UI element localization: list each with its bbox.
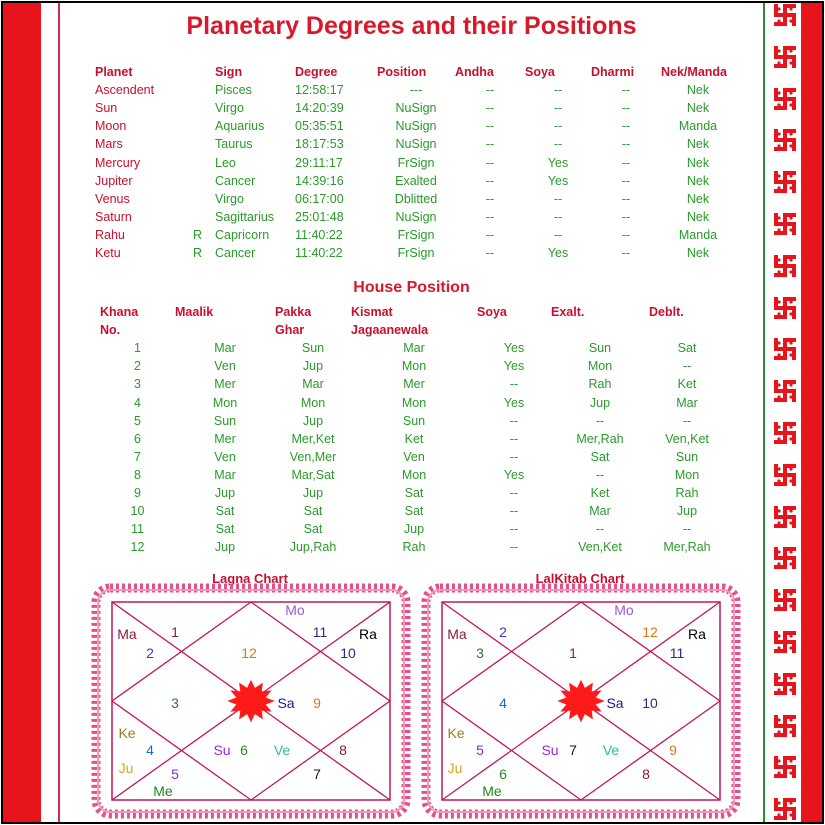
soya: --: [509, 449, 519, 464]
khana-no: 12: [130, 540, 145, 555]
kismat-jagaanewala: Ven: [403, 449, 425, 464]
chart-label: Sa: [606, 695, 624, 711]
exalt: Rah: [588, 377, 612, 392]
planet-name: Mars: [95, 137, 123, 152]
col-kismat-line2: Jagaanewala: [351, 323, 429, 338]
col-khana: Khana: [100, 305, 139, 320]
maalik: Jup: [214, 485, 236, 500]
khana-no: 4: [134, 395, 141, 410]
andha: --: [485, 101, 495, 116]
col-pakka: Pakka: [275, 305, 312, 320]
soya: --: [509, 540, 519, 555]
nek-manda: Nek: [686, 209, 710, 224]
col-khana-line2: No.: [100, 323, 121, 338]
chart-label: Ra: [359, 626, 377, 642]
kismat-jagaanewala: Sat: [404, 485, 424, 500]
soya: --: [553, 137, 563, 152]
khana-no: 8: [134, 467, 141, 482]
deblt: Ven,Ket: [665, 431, 709, 446]
planet-name: Jupiter: [95, 173, 133, 188]
planet-name: Ascendent: [95, 83, 155, 98]
maalik: Mer: [214, 377, 236, 392]
nek-manda: Nek: [686, 101, 710, 116]
kismat-jagaanewala: Rah: [402, 540, 426, 555]
maalik: Mar: [214, 341, 236, 356]
col-maalik: Maalik: [175, 305, 214, 320]
col-soya: Soya: [525, 65, 555, 80]
planet-name: Sun: [95, 101, 118, 116]
position: FrSign: [397, 245, 435, 260]
andha: --: [485, 227, 495, 242]
sign: Leo: [215, 155, 236, 170]
col-exalt: Exalt.: [551, 305, 585, 320]
soya: --: [509, 431, 519, 446]
dharmi: --: [621, 173, 631, 188]
chart-label: 11: [312, 624, 328, 640]
chart-label: Ju: [118, 760, 134, 776]
khana-no: 2: [134, 359, 141, 374]
page-title: Planetary Degrees and their Positions: [186, 12, 637, 40]
nek-manda: Nek: [686, 83, 710, 98]
kismat-jagaanewala: Mon: [401, 395, 427, 410]
kismat-jagaanewala: Ket: [404, 431, 424, 446]
position: FrSign: [397, 227, 435, 242]
maalik: Sun: [213, 413, 237, 428]
dharmi: --: [621, 209, 631, 224]
soya: --: [553, 209, 563, 224]
chart-label: 6: [240, 742, 248, 758]
pakka-ghar: Sat: [303, 504, 323, 519]
nek-manda: Manda: [678, 227, 718, 242]
khana-no: 6: [134, 431, 141, 446]
chart-label: 12: [241, 645, 257, 661]
sign: Virgo: [215, 101, 244, 116]
kismat-jagaanewala: Jup: [403, 522, 425, 537]
nek-manda: Manda: [678, 119, 718, 134]
dharmi: --: [621, 119, 631, 134]
chart-label: 10: [642, 695, 658, 711]
soya: Yes: [503, 395, 525, 410]
soya: --: [509, 504, 519, 519]
degree: 29:11:17: [295, 155, 343, 170]
soya: Yes: [503, 359, 525, 374]
exalt: --: [595, 467, 605, 482]
deblt: Ket: [677, 377, 697, 392]
col-soya: Soya: [477, 305, 507, 320]
pakka-ghar: Mon: [300, 395, 326, 410]
chart-label: Su: [541, 742, 559, 758]
exalt: Jup: [589, 395, 611, 410]
chart-label: Ra: [688, 626, 706, 642]
maalik: Mon: [212, 395, 238, 410]
chart-label: 10: [340, 645, 356, 661]
soya: --: [553, 83, 563, 98]
kismat-jagaanewala: Sat: [404, 504, 424, 519]
chart-label: 7: [313, 766, 321, 782]
deblt: Rah: [675, 485, 699, 500]
deblt: --: [682, 522, 692, 537]
chart-label: 4: [146, 742, 154, 758]
chart-label: 8: [642, 766, 650, 782]
deblt: Sun: [675, 449, 699, 464]
lalkitab-chart: [426, 588, 736, 814]
deblt: Jup: [676, 504, 698, 519]
kismat-jagaanewala: Mer: [403, 377, 425, 392]
dharmi: --: [621, 137, 631, 152]
dharmi: --: [621, 245, 631, 260]
soya: --: [509, 377, 519, 392]
dharmi: --: [621, 227, 631, 242]
khana-no: 5: [134, 413, 141, 428]
maalik: Mar: [214, 467, 236, 482]
chart-label: 5: [171, 766, 179, 782]
col-kismat: Kismat: [351, 305, 393, 320]
chart-label: 5: [476, 742, 484, 758]
position: FrSign: [397, 155, 435, 170]
pakka-ghar: Jup: [302, 359, 324, 374]
chart-label: Ju: [447, 760, 463, 776]
position: NuSign: [395, 119, 437, 134]
maalik: Sat: [215, 504, 235, 519]
pakka-ghar: Mar,Sat: [291, 467, 335, 482]
chart-label: Ma: [117, 626, 137, 642]
deblt: Sat: [677, 341, 697, 356]
maalik: Mer: [214, 431, 236, 446]
kismat-jagaanewala: Sun: [402, 413, 426, 428]
khana-no: 3: [134, 377, 141, 392]
col-degree: Degree: [295, 65, 338, 80]
soya: Yes: [547, 173, 569, 188]
chart-label: Ke: [447, 725, 465, 741]
kismat-jagaanewala: Mon: [401, 467, 427, 482]
exalt: --: [595, 413, 605, 428]
andha: --: [485, 137, 495, 152]
degree: 05:35:51: [295, 119, 344, 134]
retro-flag: R: [193, 245, 203, 260]
maalik: Ven: [214, 449, 236, 464]
degree: 14:20:39: [295, 101, 344, 116]
col-sign: Sign: [215, 65, 243, 80]
soya: --: [553, 119, 563, 134]
degree: 14:39:16: [295, 173, 344, 188]
position: NuSign: [395, 101, 437, 116]
degree: 11:40:22: [295, 245, 343, 260]
exalt: Mon: [587, 359, 613, 374]
planet-name: Venus: [95, 191, 130, 206]
pakka-ghar: Mer,Ket: [291, 431, 335, 446]
andha: --: [485, 83, 495, 98]
chart-label: Su: [213, 742, 231, 758]
retro-flag: R: [193, 227, 203, 242]
chart-label: 12: [642, 624, 658, 640]
chart-label: 6: [499, 766, 507, 782]
sign: Aquarius: [215, 119, 265, 134]
pakka-ghar: Jup: [302, 413, 324, 428]
soya: --: [509, 485, 519, 500]
planet-name: Ketu: [95, 245, 121, 260]
chart-label: Me: [153, 783, 173, 799]
deblt: Mon: [674, 467, 700, 482]
soya: Yes: [547, 155, 569, 170]
exalt: Ket: [590, 485, 610, 500]
andha: --: [485, 209, 495, 224]
chart-label: Sa: [277, 695, 295, 711]
andha: --: [485, 155, 495, 170]
chart-label: 3: [171, 695, 179, 711]
khana-no: 1: [134, 341, 141, 356]
col-pakka-line2: Ghar: [275, 323, 305, 338]
kismat-jagaanewala: Mon: [401, 359, 427, 374]
chart-label: Mo: [614, 602, 634, 618]
degree: 25:01:48: [295, 209, 344, 224]
exalt: Ven,Ket: [578, 540, 622, 555]
lagna-chart-title: Lagna Chart: [212, 571, 288, 586]
chart-label: 1: [569, 645, 577, 661]
khana-no: 10: [130, 504, 145, 519]
house-position-title: House Position: [353, 279, 470, 296]
chart-label: 9: [313, 695, 321, 711]
col-planet: Planet: [95, 65, 133, 80]
chart-label: Ve: [273, 742, 291, 758]
chart-label: 7: [569, 742, 577, 758]
position: ---: [409, 83, 423, 98]
maalik: Jup: [214, 540, 236, 555]
chart-label: Mo: [285, 602, 305, 618]
chart-label: 2: [146, 645, 154, 661]
soya: --: [553, 227, 563, 242]
lalkitab-chart-title: LalKitab Chart: [535, 571, 625, 586]
degree: 11:40:22: [295, 227, 343, 242]
col-position: Position: [377, 65, 427, 80]
deblt: --: [682, 413, 692, 428]
andha: --: [485, 245, 495, 260]
nek-manda: Nek: [686, 137, 710, 152]
planet-name: Mercury: [95, 155, 141, 170]
soya: Yes: [503, 341, 525, 356]
pakka-ghar: Mar: [302, 377, 324, 392]
exalt: Sun: [588, 341, 612, 356]
soya: --: [509, 413, 519, 428]
deblt: --: [682, 359, 692, 374]
dharmi: --: [621, 155, 631, 170]
chart-label: 2: [499, 624, 507, 640]
planet-name: Saturn: [95, 209, 132, 224]
chart-label: 4: [499, 695, 507, 711]
exalt: Mar: [589, 504, 611, 519]
chart-label: 1: [171, 624, 179, 640]
chart-label: Ma: [447, 626, 467, 642]
position: NuSign: [395, 137, 437, 152]
exalt: --: [595, 522, 605, 537]
maalik: Ven: [214, 359, 236, 374]
col-deblt: Deblt.: [649, 305, 684, 320]
nek-manda: Nek: [686, 245, 710, 260]
andha: --: [485, 191, 495, 206]
kismat-jagaanewala: Mar: [403, 341, 425, 356]
sign: Cancer: [215, 173, 256, 188]
soya: Yes: [503, 467, 525, 482]
chart-label: Me: [482, 783, 502, 799]
sign: Capricorn: [215, 227, 270, 242]
andha: --: [485, 119, 495, 134]
sign: Taurus: [215, 137, 253, 152]
exalt: Sat: [590, 449, 610, 464]
col-andha: Andha: [455, 65, 494, 80]
nek-manda: Nek: [686, 155, 710, 170]
pakka-ghar: Ven,Mer: [289, 449, 337, 464]
maalik: Sat: [215, 522, 235, 537]
exalt: Mer,Rah: [576, 431, 624, 446]
chart-label: 8: [339, 742, 347, 758]
col-nek-manda: Nek/Manda: [661, 65, 727, 80]
degree: 18:17:53: [295, 137, 344, 152]
position: Dblitted: [394, 191, 438, 206]
deblt: Mar: [676, 395, 698, 410]
pakka-ghar: Sun: [301, 341, 325, 356]
khana-no: 7: [134, 449, 141, 464]
pakka-ghar: Jup,Rah: [289, 540, 337, 555]
position: NuSign: [395, 209, 437, 224]
nek-manda: Nek: [686, 191, 710, 206]
soya: Yes: [547, 245, 569, 260]
dharmi: --: [621, 101, 631, 116]
position: Exalted: [395, 173, 437, 188]
deblt: Mer,Rah: [663, 540, 711, 555]
planet-name: Moon: [95, 119, 127, 134]
chart-label: 11: [669, 645, 685, 661]
khana-no: 11: [131, 522, 144, 537]
chart-label: 3: [476, 645, 484, 661]
soya: --: [553, 101, 563, 116]
planet-name: Rahu: [95, 227, 125, 242]
lagna-chart: [96, 588, 406, 814]
sign: Cancer: [215, 245, 256, 260]
khana-no: 9: [134, 485, 141, 500]
chart-label: Ve: [602, 742, 620, 758]
col-dharmi: Dharmi: [591, 65, 635, 80]
chart-label: Ke: [118, 725, 136, 741]
nek-manda: Nek: [686, 173, 710, 188]
dharmi: --: [621, 83, 631, 98]
sign: Sagittarius: [215, 209, 275, 224]
chart-label: 9: [669, 742, 677, 758]
degree: 06:17:00: [295, 191, 344, 206]
degree: 12:58:17: [295, 83, 344, 98]
pakka-ghar: Jup: [302, 485, 324, 500]
pakka-ghar: Sat: [303, 522, 323, 537]
sign: Pisces: [215, 83, 252, 98]
soya: --: [553, 191, 563, 206]
andha: --: [485, 173, 495, 188]
sign: Virgo: [215, 191, 244, 206]
dharmi: --: [621, 191, 631, 206]
soya: --: [509, 522, 519, 537]
